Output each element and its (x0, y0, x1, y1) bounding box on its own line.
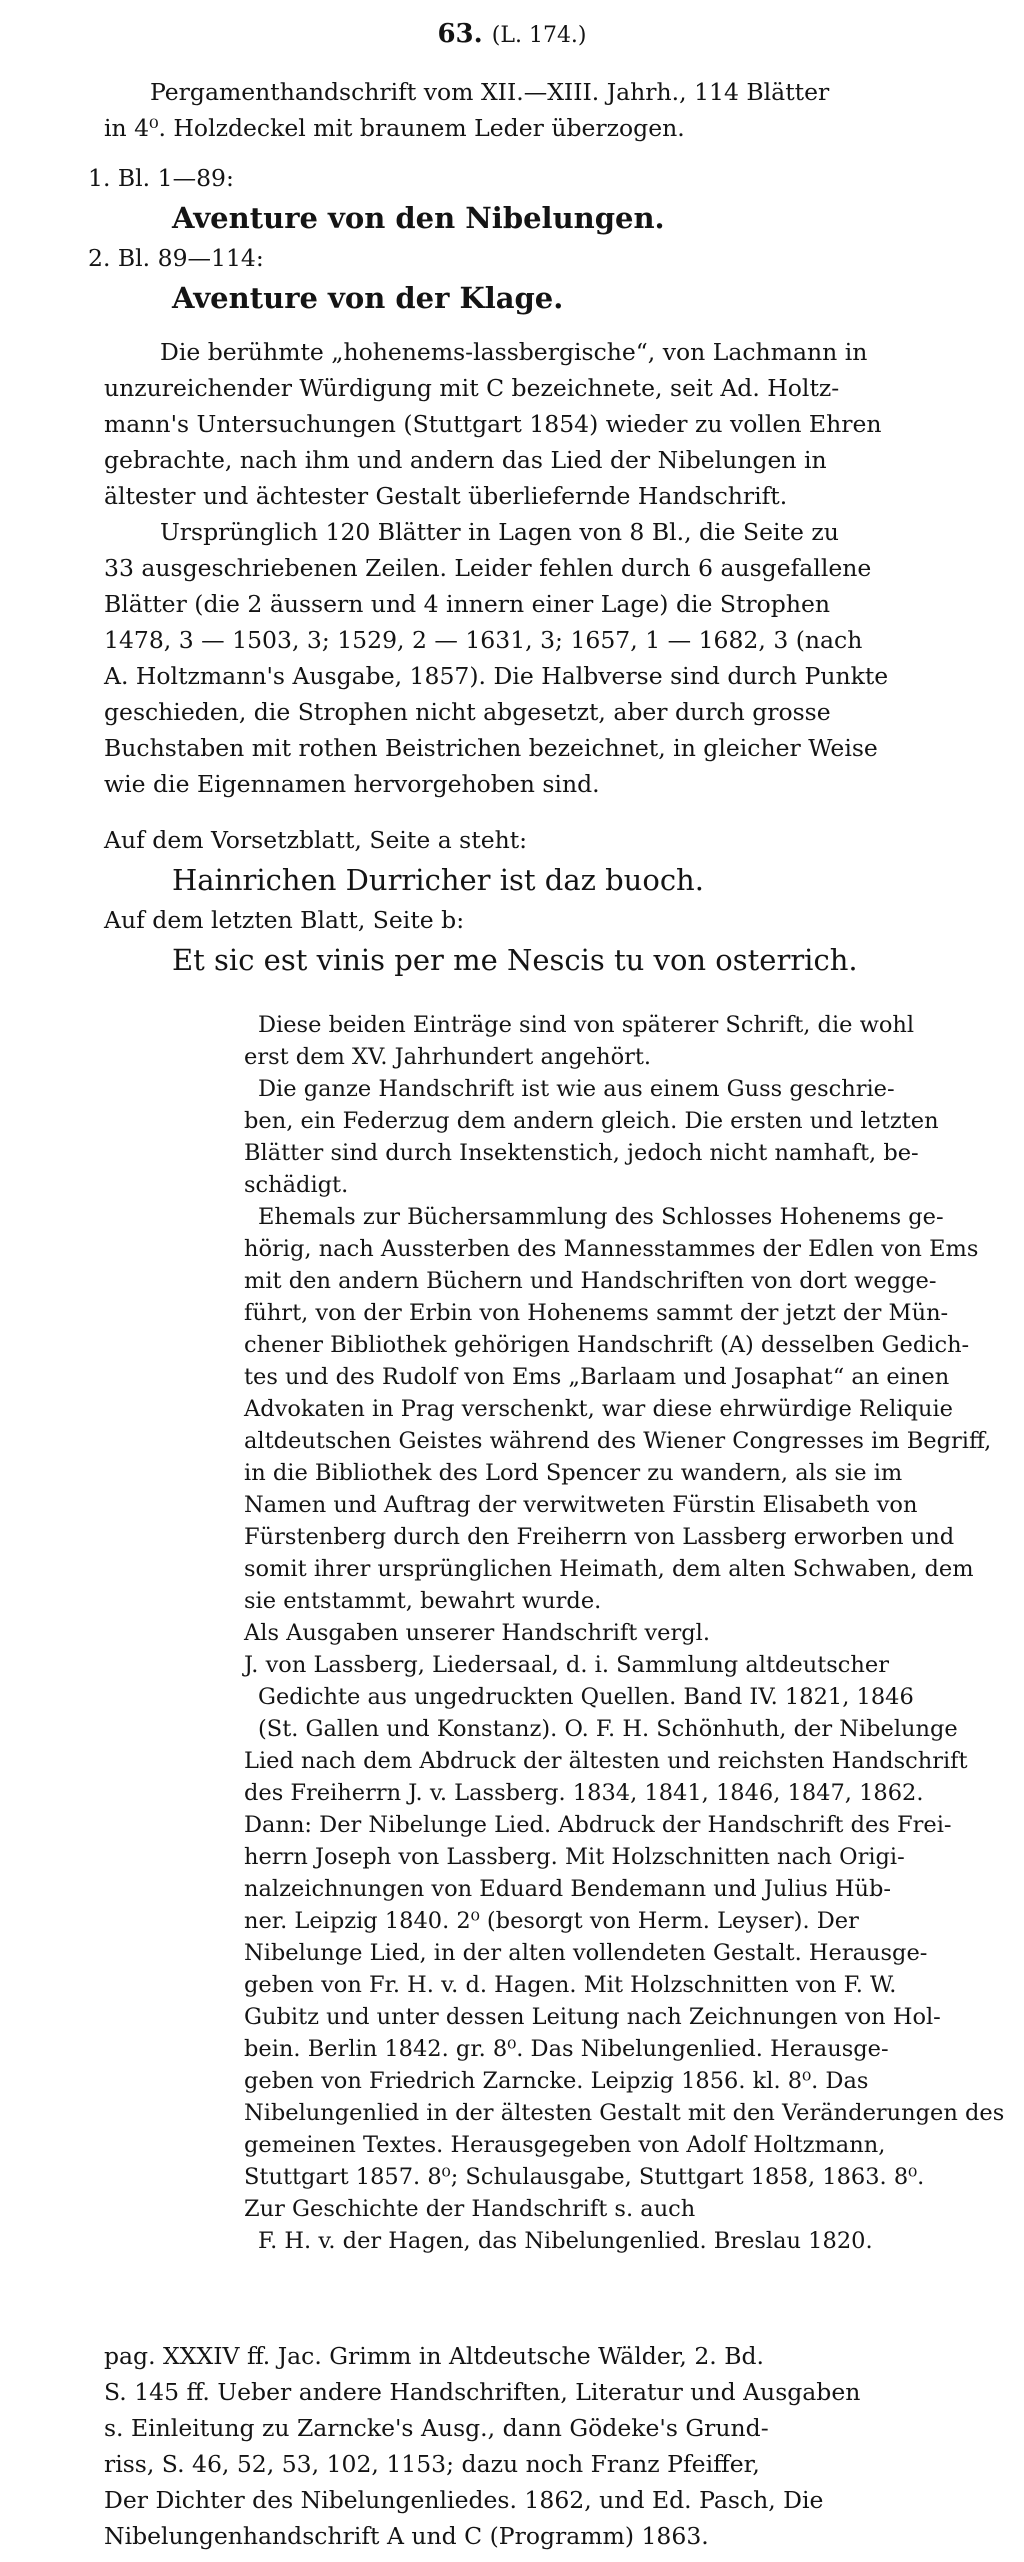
footer-line: riss, S. 46, 52, 53, 102, 1153; dazu noch Franz Pfeiffer, (104, 2450, 760, 2478)
small-line: führt, von der Erbin von Hohenems sammt der jetzt der Mün- (244, 1300, 949, 1326)
small-line: Lied nach dem Abdruck der ältesten und reichsten Handschrift (244, 1748, 968, 1774)
description-line: Pergamenthandschrift vom XII.—XIII. Jahrh., 114 Blätter (150, 78, 830, 106)
footer-line: S. 145 ff. Ueber andere Handschriften, Literatur und Ausgaben (104, 2378, 861, 2406)
contents-item-1: 1. Bl. 1—89: (88, 164, 234, 192)
small-line: schädigt. (244, 1172, 349, 1198)
footer-line: pag. XXXIV ff. Jac. Grimm in Altdeutsche Wälder, 2. Bd. (104, 2342, 765, 2370)
text-line: Buchstaben mit rothen Beistrichen bezeichnet, in gleicher Weise (104, 734, 878, 762)
small-line: hörig, nach Aussterben des Mannesstammes der Edlen von Ems (244, 1236, 979, 1262)
description-line: in 4⁰. Holzdeckel mit braunem Leder überzogen. (104, 114, 685, 142)
text-line: geschieden, die Strophen nicht abgesetzt, aber durch grosse (104, 698, 831, 726)
small-line: (St. Gallen und Konstanz). O. F. H. Schönhuth, der Nibelunge (258, 1716, 958, 1742)
small-line: Fürstenberg durch den Freiherrn von Lassberg erworben und (244, 1524, 955, 1550)
footer-line: s. Einleitung zu Zarncke's Ausg., dann Gödeke's Grund- (104, 2414, 769, 2442)
small-line: Zur Geschichte der Handschrift s. auch (244, 2196, 696, 2222)
small-line: Advokaten in Prag verschenkt, war diese ehrwürdige Reliquie (244, 1396, 953, 1422)
small-line: nalzeichnungen von Eduard Bendemann und Julius Hüb- (244, 1876, 892, 1902)
text-line: 1478, 3 — 1503, 3; 1529, 2 — 1631, 3; 1657, 1 — 1682, 3 (nach (104, 626, 863, 654)
small-line: mit den andern Büchern und Handschriften von dort wegge- (244, 1268, 937, 1294)
text-line: unzureichender Würdigung mit C bezeichnete, seit Ad. Holtz- (104, 374, 840, 402)
text-line: 33 ausgeschriebenen Zeilen. Leider fehlen durch 6 ausgefallene (104, 554, 872, 582)
small-line: J. von Lassberg, Liedersaal, d. i. Sammlung altdeutscher (244, 1652, 889, 1678)
footer-line: Nibelungenhandschrift A und C (Programm) 1863. (104, 2522, 709, 2550)
small-line: Blätter sind durch Insektenstich, jedoch nicht namhaft, be- (244, 1140, 919, 1166)
small-line: F. H. v. der Hagen, das Nibelungenlied. Breslau 1820. (258, 2228, 873, 2254)
small-line: Gubitz und unter dessen Leitung nach Zeichnungen von Hol- (244, 2004, 941, 2030)
small-line: Nibelungenlied in der ältesten Gestalt mit den Veränderungen des (244, 2100, 1005, 2126)
small-line: Gedichte aus ungedruckten Quellen. Band IV. 1821, 1846 (258, 1684, 914, 1710)
small-line: erst dem XV. Jahrhundert angehört. (244, 1044, 652, 1070)
small-line: geben von Fr. H. v. d. Hagen. Mit Holzschnitten von F. W. (244, 1972, 897, 1998)
small-line: Ehemals zur Büchersammlung des Schlosses Hohenems ge- (258, 1204, 944, 1230)
small-line: altdeutschen Geistes während des Wiener Congresses im Begriff, (244, 1428, 992, 1454)
small-line: Dann: Der Nibelunge Lied. Abdruck der Handschrift des Frei- (244, 1812, 952, 1838)
small-line: Nibelunge Lied, in der alten vollendeten Gestalt. Herausge- (244, 1940, 928, 1966)
small-line: gemeinen Textes. Herausgegeben von Adolf Holtzmann, (244, 2132, 886, 2158)
small-line: somit ihrer ursprünglichen Heimath, dem alten Schwaben, dem (244, 1556, 974, 1582)
text-line: mann's Untersuchungen (Stuttgart 1854) wieder zu vollen Ehren (104, 410, 882, 438)
small-line: Die ganze Handschrift ist wie aus einem Guss geschrie- (258, 1076, 895, 1102)
small-line: tes und des Rudolf von Ems „Barlaam und Josaphat“ an einen (244, 1364, 950, 1390)
last-leaf-note: Auf dem letzten Blatt, Seite b: (104, 906, 465, 934)
flyleaf-quote: Hainrichen Durricher ist daz buoch. (172, 863, 704, 897)
small-line: Diese beiden Einträge sind von späterer Schrift, die wohl (258, 1012, 915, 1038)
small-line: Stuttgart 1857. 8⁰; Schulausgabe, Stuttgart 1858, 1863. 8⁰. (244, 2164, 925, 2190)
small-line: bein. Berlin 1842. gr. 8⁰. Das Nibelungenlied. Herausge- (244, 2036, 889, 2062)
flyleaf-note: Auf dem Vorsetzblatt, Seite a steht: (104, 826, 528, 854)
text-line: Ursprünglich 120 Blätter in Lagen von 8 Bl., die Seite zu (160, 518, 839, 546)
manuscript-number: 63. (437, 19, 483, 49)
contents-title-2: Aventure von der Klage. (172, 281, 564, 315)
small-line: chener Bibliothek gehörigen Handschrift (A) desselben Gedich- (244, 1332, 970, 1358)
small-line: des Freiherrn J. v. Lassberg. 1834, 1841, 1846, 1847, 1862. (244, 1780, 924, 1806)
manuscript-shelfmark: (L. 174.) (491, 23, 587, 48)
contents-title-1: Aventure von den Nibelungen. (172, 201, 665, 235)
small-line: herrn Joseph von Lassberg. Mit Holzschnitten nach Origi- (244, 1844, 905, 1870)
text-line: Die berühmte „hohenems-lassbergische“, von Lachmann in (160, 338, 868, 366)
text-line: Blätter (die 2 äussern und 4 innern einer Lage) die Strophen (104, 590, 831, 618)
small-line: in die Bibliothek des Lord Spencer zu wandern, als sie im (244, 1460, 903, 1486)
text-line: gebrachte, nach ihm und andern das Lied der Nibelungen in (104, 446, 827, 474)
page-heading (0, 14, 1024, 56)
small-line: ben, ein Federzug dem andern gleich. Die ersten und letzten (244, 1108, 939, 1134)
footer-line: Der Dichter des Nibelungenliedes. 1862, und Ed. Pasch, Die (104, 2486, 824, 2514)
small-line: Als Ausgaben unserer Handschrift vergl. (244, 1620, 711, 1646)
contents-item-2: 2. Bl. 89—114: (88, 244, 264, 272)
last-leaf-quote: Et sic est vinis per me Nescis tu von osterrich. (172, 943, 858, 977)
text-line: wie die Eigennamen hervorgehoben sind. (104, 770, 600, 798)
small-line: Namen und Auftrag der verwitweten Fürstin Elisabeth von (244, 1492, 918, 1518)
small-line: geben von Friedrich Zarncke. Leipzig 1856. kl. 8⁰. Das (244, 2068, 869, 2094)
small-line: sie entstammt, bewahrt wurde. (244, 1588, 602, 1614)
text-line: ältester und ächtester Gestalt überliefernde Handschrift. (104, 482, 788, 510)
text-line: A. Holtzmann's Ausgabe, 1857). Die Halbverse sind durch Punkte (104, 662, 889, 690)
small-line: ner. Leipzig 1840. 2⁰ (besorgt von Herm. Leyser). Der (244, 1908, 859, 1934)
